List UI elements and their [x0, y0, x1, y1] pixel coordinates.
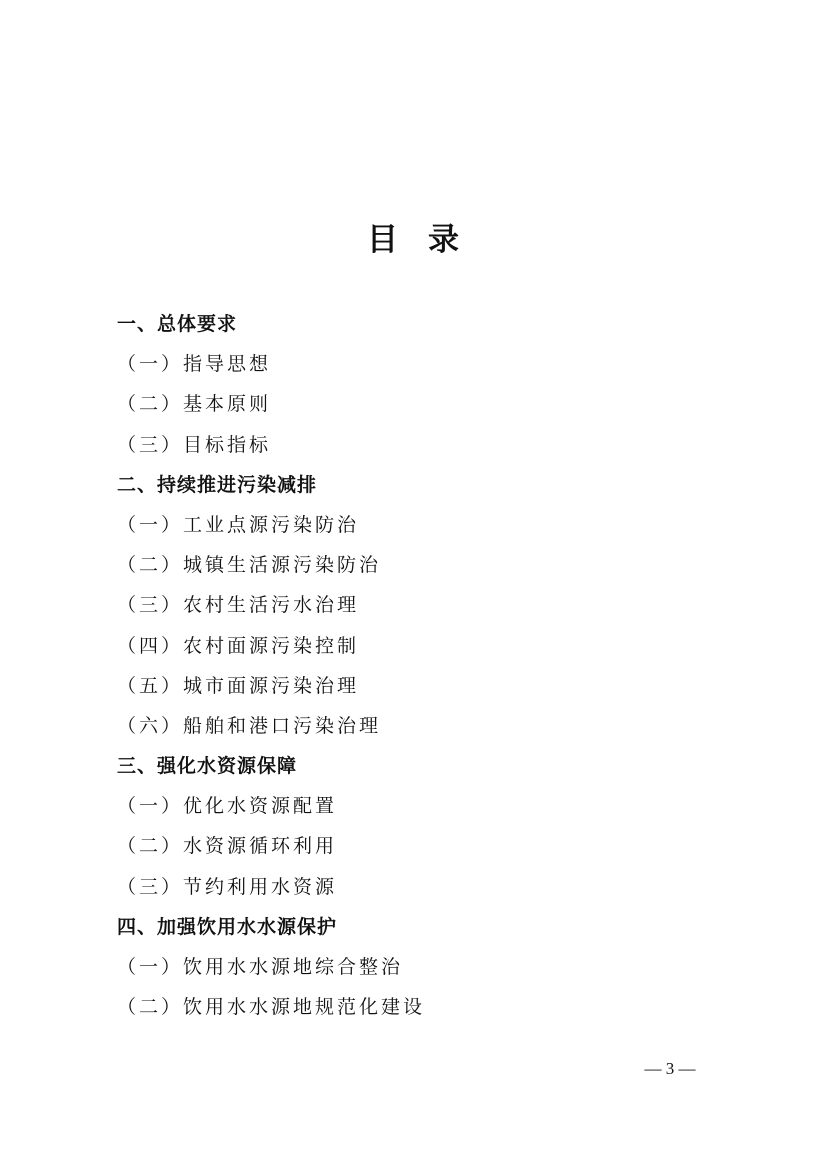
page-title: [0, 216, 826, 264]
toc-subsection-item: （三）农村生活污水治理: [117, 594, 360, 617]
table-of-contents: [117, 304, 737, 1027]
toc-subsection-item: （六）船舶和港口污染治理: [117, 714, 382, 737]
toc-section-heading: 四、加强饮用水水源保护: [117, 915, 338, 938]
toc-subsection-item: （一）指导思想: [117, 353, 272, 376]
page-number: — 3 —: [644, 1059, 696, 1078]
title-char-1: 目: [367, 222, 398, 258]
toc-subsection-item: （三）目标指标: [117, 433, 272, 456]
toc-subsection-item: （三）节约利用水资源: [117, 875, 338, 898]
title-char-2: 录: [428, 222, 459, 258]
toc-subsection-item: （五）城市面源污染治理: [117, 674, 360, 697]
toc-section-heading: 三、强化水资源保障: [117, 755, 298, 778]
toc-section-heading: 二、持续推进污染减排: [117, 473, 318, 496]
toc-subsection-item: （一）优化水资源配置: [117, 795, 338, 818]
toc-subsection-item: （一）工业点源污染防治: [117, 513, 360, 536]
toc-subsection-item: （二）水资源循环利用: [117, 835, 338, 858]
toc-subsection-item: （一）饮用水水源地综合整治: [117, 956, 404, 978]
toc-section-heading: 一、总体要求: [117, 313, 238, 335]
toc-subsection-item: （二）饮用水水源地规范化建设: [117, 996, 426, 1019]
toc-subsection-item: （二）基本原则: [117, 393, 272, 416]
toc-subsection-item: （四）农村面源污染控制: [117, 634, 360, 657]
toc-subsection-item: （二）城镇生活源污染防治: [117, 554, 382, 577]
